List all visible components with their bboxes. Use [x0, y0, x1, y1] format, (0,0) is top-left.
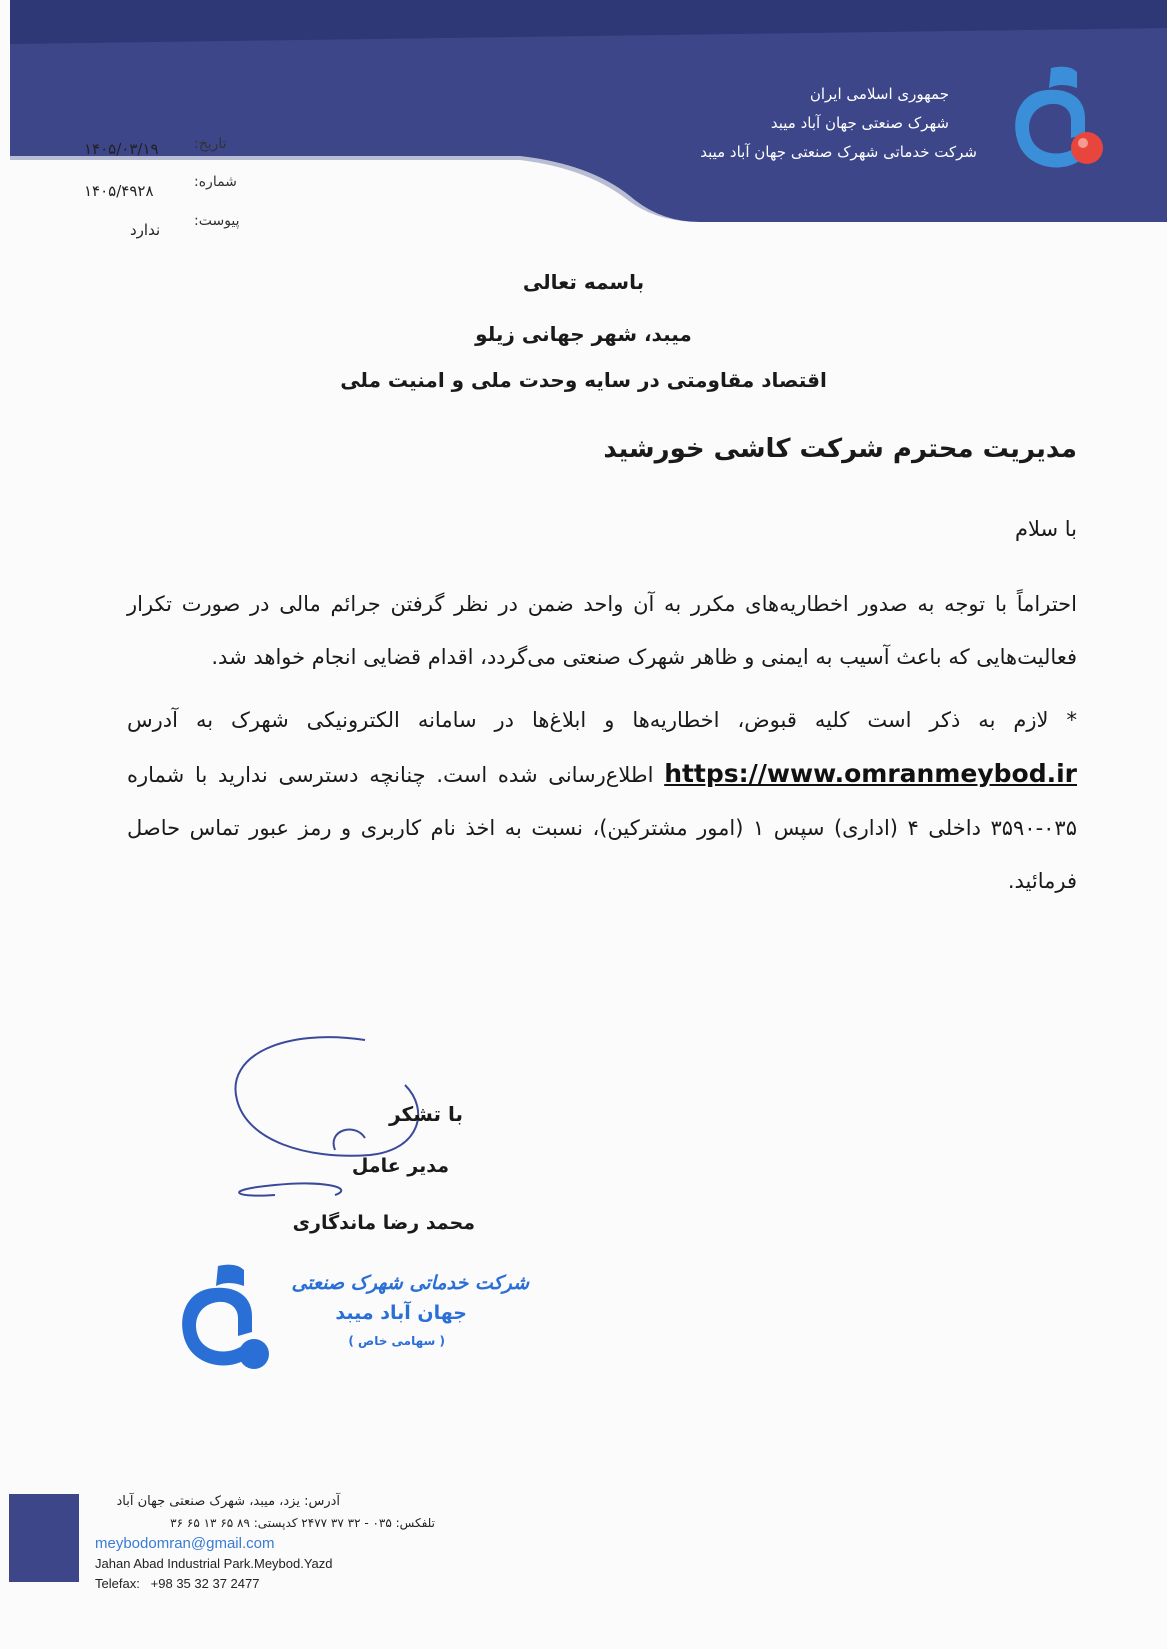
stamp-line-3: ( سهامی خاص ): [348, 1334, 445, 1348]
number-label: شماره:: [194, 174, 237, 190]
footer-phone: تلفکس: ۰۳۵ - ۳۲ ۳۷ ۲۴۷۷ کدپستی: ۸۹ ۶۵ ۱۳ ۶۵ ۳۶: [170, 1516, 435, 1530]
stamp-line-1: شرکت خدماتی شهرک صنعتی: [291, 1272, 529, 1294]
header-park-name: شهرک صنعتی جهان آباد میبد: [770, 114, 949, 132]
footer-address: آدرس: یزد، میبد، شهرک صنعتی جهان آباد: [116, 1494, 340, 1509]
header-band: [0, 0, 1167, 230]
telefax-value: +98 35 32 37 2477: [150, 1576, 260, 1591]
date-label: تاریخ:: [194, 136, 227, 152]
stamp-logo-icon: [168, 1260, 278, 1380]
paragraph-1: احتراماً با توجه به صدور اخطاریه‌های مکرر به آن واحد ضمن در نظر گرفتن جرائم مالی در صورت تکرار فعالیت‌هایی که باعث آسیب به ایمنی و ظاهر شهرک صنعتی می‌گردد، اقدام قضایی انجام خواهد شد.: [127, 592, 1077, 669]
signer-position: مدیر عامل: [351, 1155, 449, 1177]
telefax-label: Telefax:: [95, 1576, 140, 1591]
footer-email[interactable]: meybodomran@gmail.com: [95, 1535, 275, 1552]
recipient: مدیریت محترم شرکت کاشی خورشید: [603, 434, 1077, 464]
greeting: با سلام: [1014, 517, 1077, 541]
attachment-value: ندارد: [130, 221, 161, 239]
paragraph-2-end: اطلاع‌رسانی شده است. چنانچه دسترسی ندارید با شماره ۰۳۵-۳۵۹۰ داخلی ۴ (اداری) سپس ۱ (امور مشترکین)، نسبت به اخذ نام کاربری و رمز عبور تماس حاصل فرمائید.: [127, 763, 1077, 893]
invocation: باسمه تعالی: [522, 270, 645, 294]
header-country: جمهوری اسلامی ایران: [809, 85, 949, 103]
signer-name: محمد رضا ماندگاری: [292, 1212, 475, 1234]
header-company-name: شرکت خدماتی شهرک صنعتی جهان آباد میبد: [700, 143, 977, 161]
letter-body: [127, 578, 1077, 908]
paragraph-2-start: * لازم به ذکر است کلیه قبوض، اخطاریه‌ها و ابلاغ‌ها در سامانه الکترونیکی شهرک به آدرس: [127, 708, 1077, 732]
stamp-line-2: جهان آباد میبد: [335, 1302, 467, 1324]
footer-color-block: [9, 1494, 79, 1582]
paragraph-2: [127, 694, 1077, 908]
footer-address-en: Jahan Abad Industrial Park.Meybod.Yazd: [95, 1556, 333, 1571]
footer-telefax: [95, 1576, 259, 1591]
date-value: ۱۴۰۵/۰۳/۱۹: [84, 140, 159, 158]
number-value: ۱۴۰۵/۴۹۲۸: [84, 182, 154, 200]
attachment-label: پیوست:: [194, 213, 240, 229]
closing-thanks: با تشکر: [389, 1102, 463, 1126]
slogan-1: میبد، شهر جهانی زیلو: [475, 322, 692, 346]
website-link[interactable]: https://www.omranmeybod.ir: [664, 759, 1077, 788]
company-logo-icon: [999, 60, 1109, 180]
slogan-2: اقتصاد مقاومتی در سایه وحدت ملی و امنیت ملی: [340, 368, 827, 392]
